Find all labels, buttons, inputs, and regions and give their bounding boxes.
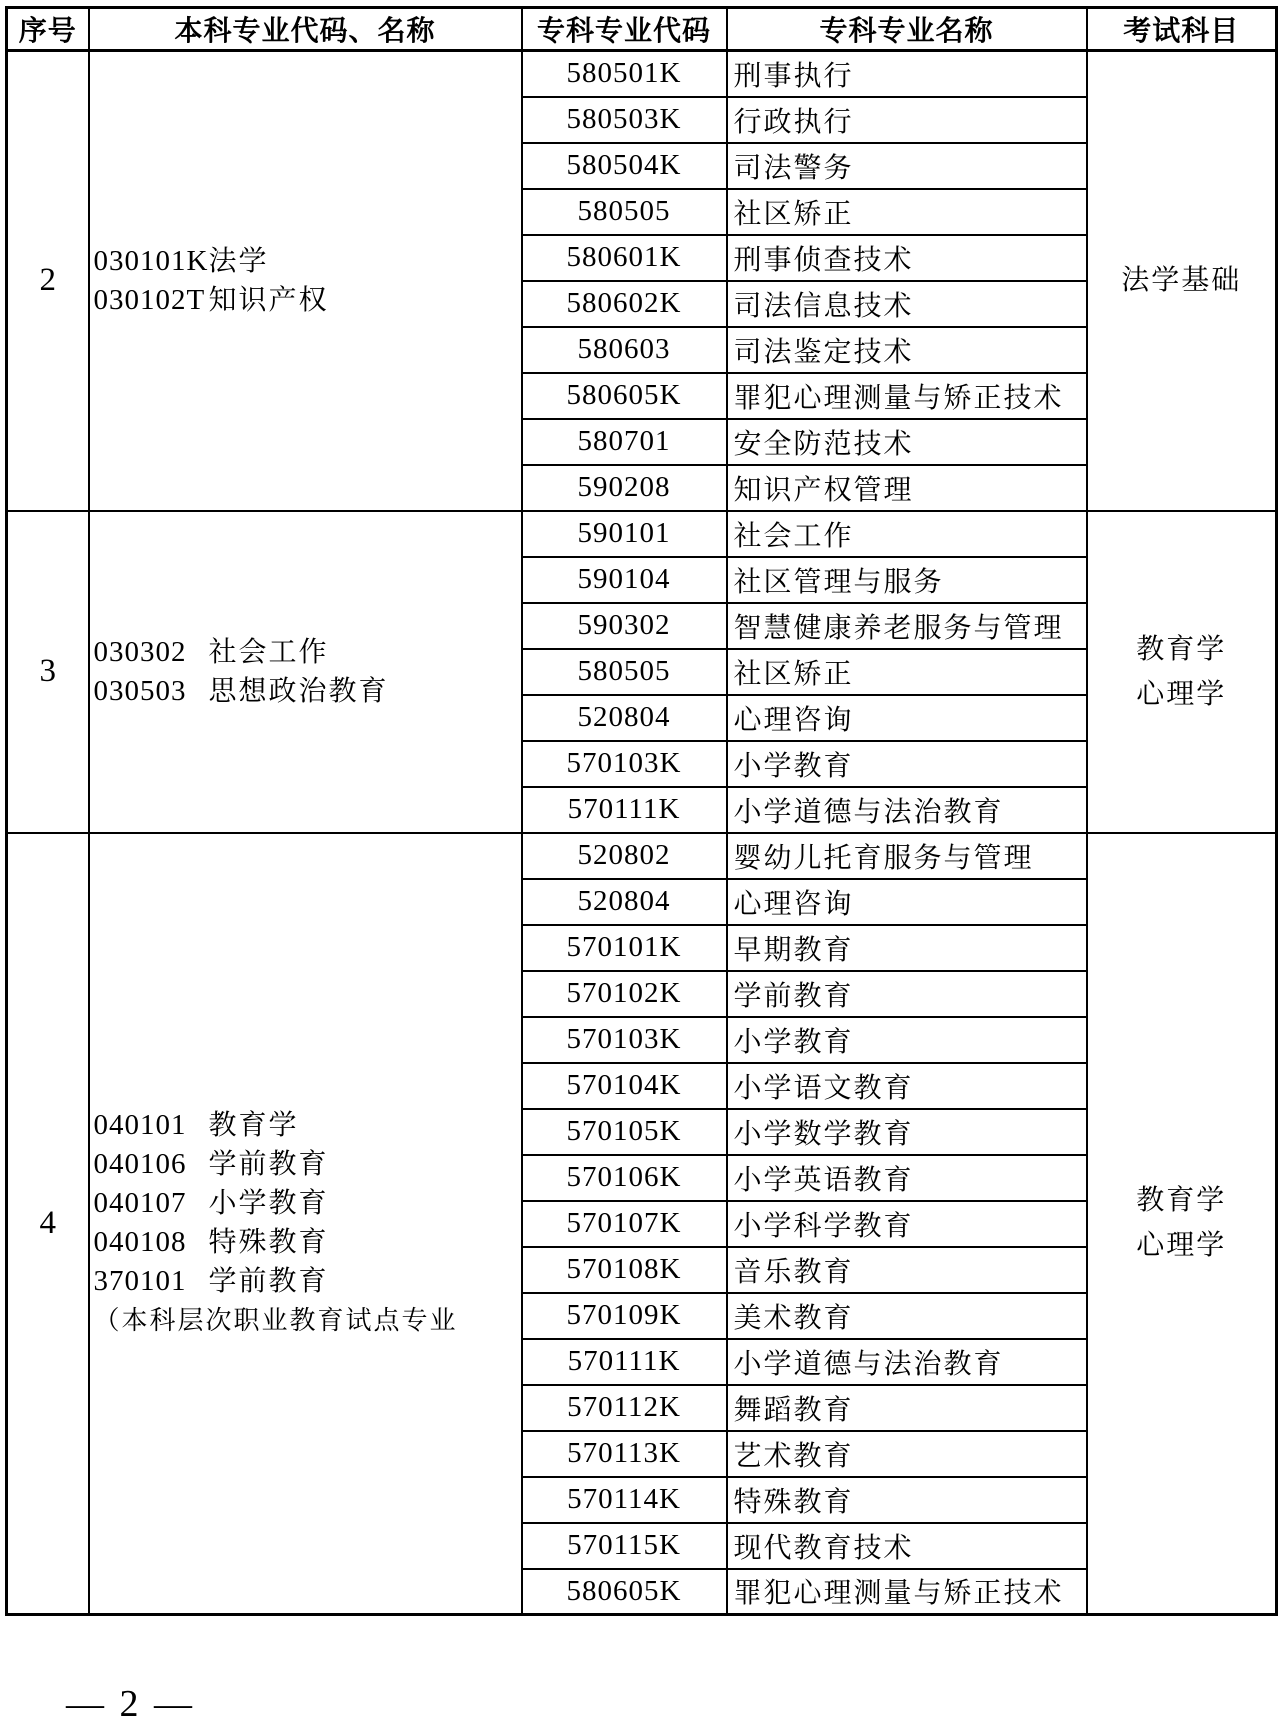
major-code-cell: 580602K	[522, 281, 727, 327]
major-code-cell: 580605K	[522, 373, 727, 419]
major-code-cell: 570104K	[522, 1063, 727, 1109]
major-code-cell: 570111K	[522, 787, 727, 833]
undergrad-name: 知识产权	[208, 284, 329, 316]
major-code-cell: 570105K	[522, 1109, 727, 1155]
major-code-cell: 520804	[522, 879, 727, 925]
major-name-cell: 司法鉴定技术	[727, 327, 1087, 373]
undergrad-line	[94, 1145, 521, 1184]
undergrad-line	[94, 672, 521, 711]
major-code-cell: 520804	[522, 695, 727, 741]
col-header-exam-subject: 考试科目	[1087, 8, 1277, 51]
undergrad-name: 思想政治教育	[208, 675, 389, 707]
major-code-cell: 580603	[522, 327, 727, 373]
serial-cell: 4	[7, 833, 89, 1615]
major-code-cell: 570103K	[522, 741, 727, 787]
major-name-cell: 智慧健康养老服务与管理	[727, 603, 1087, 649]
major-name-cell: 小学教育	[727, 741, 1087, 787]
col-header-college-name: 专科专业名称	[727, 8, 1087, 51]
exam-subject-cell	[1087, 511, 1277, 833]
major-name-cell: 学前教育	[727, 971, 1087, 1017]
major-code-cell: 570114K	[522, 1477, 727, 1523]
major-code-cell: 580505	[522, 649, 727, 695]
major-name-cell: 现代教育技术	[727, 1523, 1087, 1569]
major-code-cell: 590208	[522, 465, 727, 511]
major-code-cell: 570113K	[522, 1431, 727, 1477]
major-name-cell: 知识产权管理	[727, 465, 1087, 511]
major-name-cell: 美术教育	[727, 1293, 1087, 1339]
block-3	[7, 511, 1277, 833]
major-name-cell: 安全防范技术	[727, 419, 1087, 465]
undergrad-line	[94, 1184, 521, 1223]
major-code-cell: 590302	[522, 603, 727, 649]
page-number: — 2 —	[66, 1683, 192, 1725]
major-code-cell: 570103K	[522, 1017, 727, 1063]
undergrad-name: 学前教育	[208, 1149, 329, 1181]
major-name-cell: 社会工作	[727, 511, 1087, 557]
major-code-cell: 580504K	[522, 143, 727, 189]
col-header-undergrad-code-name: 本科专业代码、名称	[89, 8, 522, 51]
undergrad-code: 040108	[93, 1226, 187, 1259]
major-code-cell: 520802	[522, 833, 727, 879]
undergrad-code: 040107	[93, 1187, 187, 1220]
undergrad-code: 040106	[93, 1148, 187, 1181]
major-name-cell: 早期教育	[727, 925, 1087, 971]
undergrad-code: 030503	[93, 674, 187, 707]
undergrad-line	[94, 1223, 521, 1262]
major-name-cell: 司法警务	[727, 143, 1087, 189]
major-name-cell: 小学教育	[727, 1017, 1087, 1063]
major-name-cell: 社区矫正	[727, 189, 1087, 235]
undergrad-name: 教育学	[208, 1110, 299, 1142]
major-code-cell: 570115K	[522, 1523, 727, 1569]
undergrad-code: 370101	[93, 1265, 187, 1298]
header-row	[7, 8, 1277, 51]
major-name-cell: 司法信息技术	[727, 281, 1087, 327]
major-name-cell: 小学道德与法治教育	[727, 1339, 1087, 1385]
major-code-cell: 570102K	[522, 971, 727, 1017]
major-code-cell: 570106K	[522, 1155, 727, 1201]
block-2	[7, 51, 1277, 511]
undergrad-cell	[89, 511, 522, 833]
major-code-cell: 570109K	[522, 1293, 727, 1339]
undergrad-line	[94, 281, 521, 320]
exam-subject-line: 心理学	[1136, 1230, 1227, 1262]
major-code-cell: 570112K	[522, 1385, 727, 1431]
major-name-cell: 艺术教育	[727, 1431, 1087, 1477]
table-row	[7, 833, 1277, 879]
major-name-cell: 心理咨询	[727, 879, 1087, 925]
major-code-cell: 590101	[522, 511, 727, 557]
block-4	[7, 833, 1277, 1615]
undergrad-name: 法学	[208, 245, 269, 277]
major-name-cell: 小学道德与法治教育	[727, 787, 1087, 833]
major-name-cell: 行政执行	[727, 97, 1087, 143]
major-code-cell: 580605K	[522, 1569, 727, 1615]
major-name-cell: 社区矫正	[727, 649, 1087, 695]
major-code-cell: 580501K	[522, 51, 727, 97]
serial-cell: 2	[7, 51, 89, 511]
major-name-cell: 社区管理与服务	[727, 557, 1087, 603]
undergrad-note: （本科层次职业教育试点专业	[93, 1306, 458, 1336]
undergrad-code: 030101K	[93, 244, 209, 277]
major-name-cell: 小学科学教育	[727, 1201, 1087, 1247]
major-name-cell: 刑事执行	[727, 51, 1087, 97]
exam-subject-cell	[1087, 51, 1277, 511]
major-code-cell: 570108K	[522, 1247, 727, 1293]
col-header-serial: 序号	[7, 8, 89, 51]
undergrad-line	[94, 1106, 521, 1145]
undergrad-name: 社会工作	[208, 636, 329, 668]
major-name-cell: 婴幼儿托育服务与管理	[727, 833, 1087, 879]
major-name-cell: 特殊教育	[727, 1477, 1087, 1523]
undergrad-code: 030302	[93, 635, 187, 668]
exam-subject-line: 教育学	[1136, 1185, 1227, 1217]
col-header-college-code: 专科专业代码	[522, 8, 727, 51]
major-code-cell: 580503K	[522, 97, 727, 143]
exam-subject-line: 法学基础	[1121, 265, 1242, 297]
major-name-cell: 小学语文教育	[727, 1063, 1087, 1109]
undergrad-name: 学前教育	[208, 1266, 329, 1298]
undergrad-line	[94, 633, 521, 672]
majors-table	[5, 6, 1278, 1616]
major-code-cell: 590104	[522, 557, 727, 603]
undergrad-name: 小学教育	[208, 1188, 329, 1220]
exam-subject-line: 教育学	[1136, 633, 1227, 665]
undergrad-cell	[89, 51, 522, 511]
undergrad-code: 030102T	[93, 283, 206, 316]
exam-subject-line: 心理学	[1136, 678, 1227, 710]
major-name-cell: 罪犯心理测量与矫正技术	[727, 1569, 1087, 1615]
major-code-cell: 580701	[522, 419, 727, 465]
major-name-cell: 音乐教育	[727, 1247, 1087, 1293]
major-name-cell: 小学数学教育	[727, 1109, 1087, 1155]
major-code-cell: 570107K	[522, 1201, 727, 1247]
major-name-cell: 心理咨询	[727, 695, 1087, 741]
major-name-cell: 罪犯心理测量与矫正技术	[727, 373, 1087, 419]
major-code-cell: 580601K	[522, 235, 727, 281]
exam-subject-cell	[1087, 833, 1277, 1615]
undergrad-name: 特殊教育	[208, 1227, 329, 1259]
major-code-cell: 570101K	[522, 925, 727, 971]
major-name-cell: 舞蹈教育	[727, 1385, 1087, 1431]
undergrad-line	[94, 1262, 521, 1301]
serial-cell: 3	[7, 511, 89, 833]
major-code-cell: 570111K	[522, 1339, 727, 1385]
major-name-cell: 刑事侦查技术	[727, 235, 1087, 281]
table-row	[7, 511, 1277, 557]
undergrad-cell	[89, 833, 522, 1615]
undergrad-code: 040101	[93, 1109, 187, 1142]
major-name-cell: 小学英语教育	[727, 1155, 1087, 1201]
major-code-cell: 580505	[522, 189, 727, 235]
undergrad-line	[94, 242, 521, 281]
table-row	[7, 51, 1277, 97]
